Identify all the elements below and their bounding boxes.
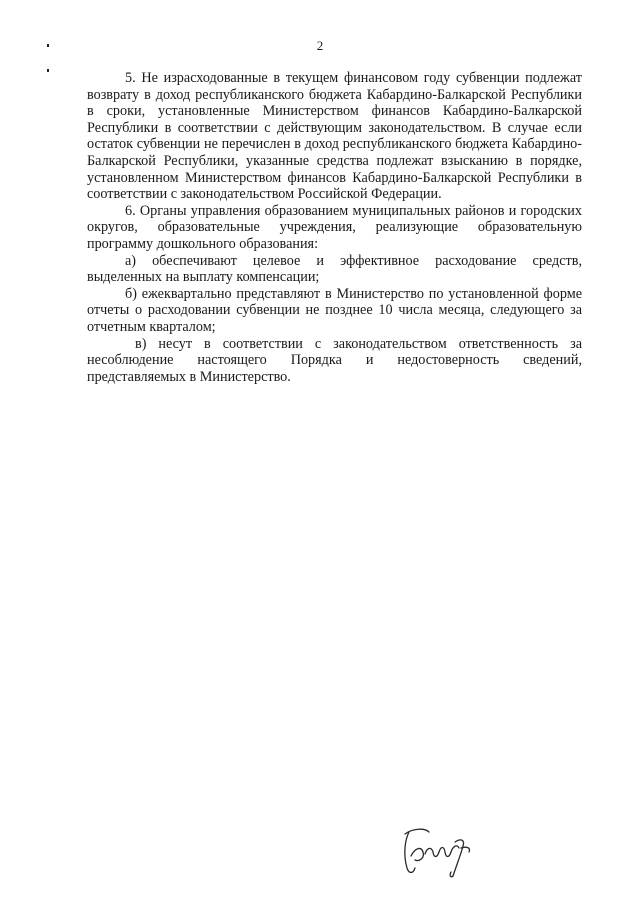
paragraph-5: 5. Не израсходованные в текущем финансовом году субвенции подлежат возврату в доход республиканского бюджета Кабардино-Балкарской Республики в сроки, установленные Министерством финансов Кабардино-Балкарской Республики в соответствии с действующим законодательством. В случае если остаток субвенции не перечислен в доход республиканского бюджета Кабардино-Балкарской Республики, указанные средства подлежат взысканию в порядке, установленном Министерством финансов Кабардино-Балкарской Республики в соответствии с законодательством Российской Федерации. bbox=[87, 70, 582, 203]
subitem-a: а) обеспечивают целевое и эффективное расходование средств, выделенных на выплату компенсации; bbox=[87, 252, 582, 286]
page-number: 2 bbox=[316, 38, 324, 53]
margin-mark bbox=[47, 69, 49, 72]
signature-icon bbox=[395, 824, 495, 879]
subitem-b: б) ежеквартально представляют в Министерство по установленной форме отчеты о расходовании субвенции не позднее 10 числа месяца, следующего за отчетным кварталом; bbox=[87, 285, 582, 335]
paragraph-6: 6. Органы управления образованием муниципальных районов и городских округов, образовательные учреждения, реализующие образовательную программу дошкольного образования: bbox=[87, 202, 582, 252]
document-body bbox=[87, 70, 582, 385]
subitem-c: в) несут в соответствии с законодательством ответственность за несоблюдение настоящего Порядка и недостоверность сведений, представляемых в Министерство. bbox=[87, 335, 582, 385]
